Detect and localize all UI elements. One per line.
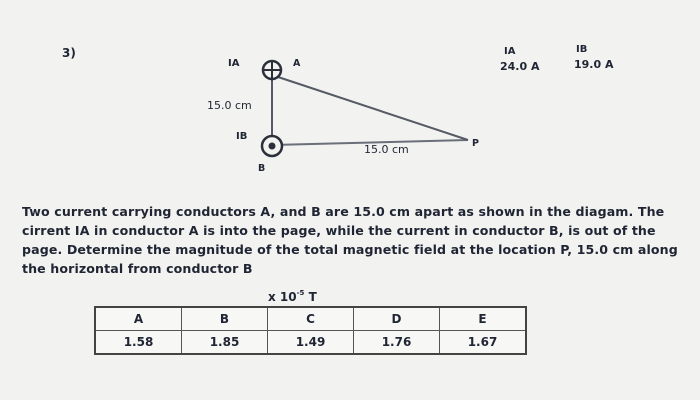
choice-label-e[interactable]: E xyxy=(440,307,527,331)
answer-choices-table xyxy=(94,306,527,355)
unit-exponent: -5 xyxy=(296,289,305,297)
choice-value-d[interactable]: 1.76 xyxy=(354,331,440,355)
current-b-value: 19.0 A xyxy=(574,58,614,71)
unit-suffix: T xyxy=(304,290,317,304)
label-conductor-a: A xyxy=(293,58,301,69)
choice-label-c[interactable]: C xyxy=(268,307,354,331)
choice-value-c[interactable]: 1.49 xyxy=(268,331,354,355)
label-vertical-distance: 15.0 cm xyxy=(207,99,252,112)
choice-label-a[interactable]: A xyxy=(95,307,182,331)
choice-value-e[interactable]: 1.67 xyxy=(440,331,527,355)
current-a-name: IA xyxy=(504,46,516,57)
label-horizontal-distance: 15.0 cm xyxy=(364,143,409,156)
question-number: 3) xyxy=(62,46,76,60)
conductor-b-out-of-page-icon xyxy=(262,136,282,156)
answer-value-row xyxy=(95,331,526,355)
current-a-value: 24.0 A xyxy=(500,60,540,73)
conductor-a-into-page-icon xyxy=(263,61,281,79)
label-current-b: IB xyxy=(236,131,248,142)
current-b-given xyxy=(574,44,613,71)
choice-label-b[interactable]: B xyxy=(182,307,268,331)
label-point-p: P xyxy=(472,138,479,149)
choice-label-d[interactable]: D xyxy=(354,307,440,331)
current-a-given xyxy=(500,46,539,73)
label-current-a: IA xyxy=(228,58,240,69)
answer-unit xyxy=(268,290,317,304)
current-b-name: IB xyxy=(576,44,588,55)
hypotenuse-line xyxy=(272,75,468,140)
problem-statement: Two current carrying conductors A, and B are 15.0 cm apart as shown in the diagam. The cirrent IA in conductor A is into the page, while the current in conductor B, is out of the page. Determine the magnitude of the total magnetic field at the location P, 15.0 cm along the horizontal from conductor B xyxy=(22,204,678,276)
answer-header-row xyxy=(95,307,526,331)
choice-value-b[interactable]: 1.85 xyxy=(182,331,268,355)
label-conductor-b: B xyxy=(258,163,266,174)
choice-value-a[interactable]: 1.58 xyxy=(95,331,182,355)
unit-prefix: x 10 xyxy=(268,290,297,304)
